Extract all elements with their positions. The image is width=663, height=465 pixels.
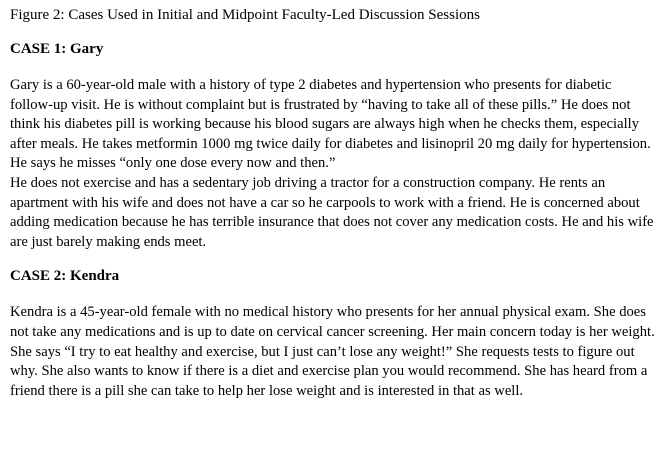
case-2-body [10,303,655,401]
case-1-heading: CASE 1: Gary [10,41,104,57]
case-1-body [10,76,655,252]
case-2-heading: CASE 2: Kendra [10,268,120,285]
case-1-paragraph-1: Gary is a 60-year-old male with a history of type 2 diabetes and hypertension who presents for diabetic follow-up visit. He is without complaint but is frustrated by “having to take all of these pills.” He does not think his diabetes pill is working because his blood sugars are always high when he checks them, especially after meals. He takes metformin 1000 mg twice daily for diabetes and lisinopril 20 mg daily for hypertension. He says he misses “only one dose every now and then.” [10,77,651,172]
case-2-paragraph-1: Kendra is a 45-year-old female with no medical history who presents for her annual physical exam. She does not take any medications and is up to date on cervical cancer screening. Her main concern today is her weight. She says “I try to eat healthy and exercise, but I just can’t lose any weight!” She requests tests to figure out why. She also wants to know if there is a diet and exercise plan you would recommend. She has heard from a friend there is a pill she can take to help her lose weight and is interested in that as well. [10,304,655,399]
document-page [10,5,655,401]
case-1-paragraph-2: He does not exercise and has a sedentary job driving a tractor for a construction company. He rents an apartment with his wife and does not have a car so he carpools to work with a friend. He is concerned about adding medication because he has terrible insurance that does not cover any medication costs. He and his wife are just barely making ends meet. [10,174,654,250]
figure-caption: Figure 2: Cases Used in Initial and Midpoint Faculty-Led Discussion Sessions [10,7,480,23]
